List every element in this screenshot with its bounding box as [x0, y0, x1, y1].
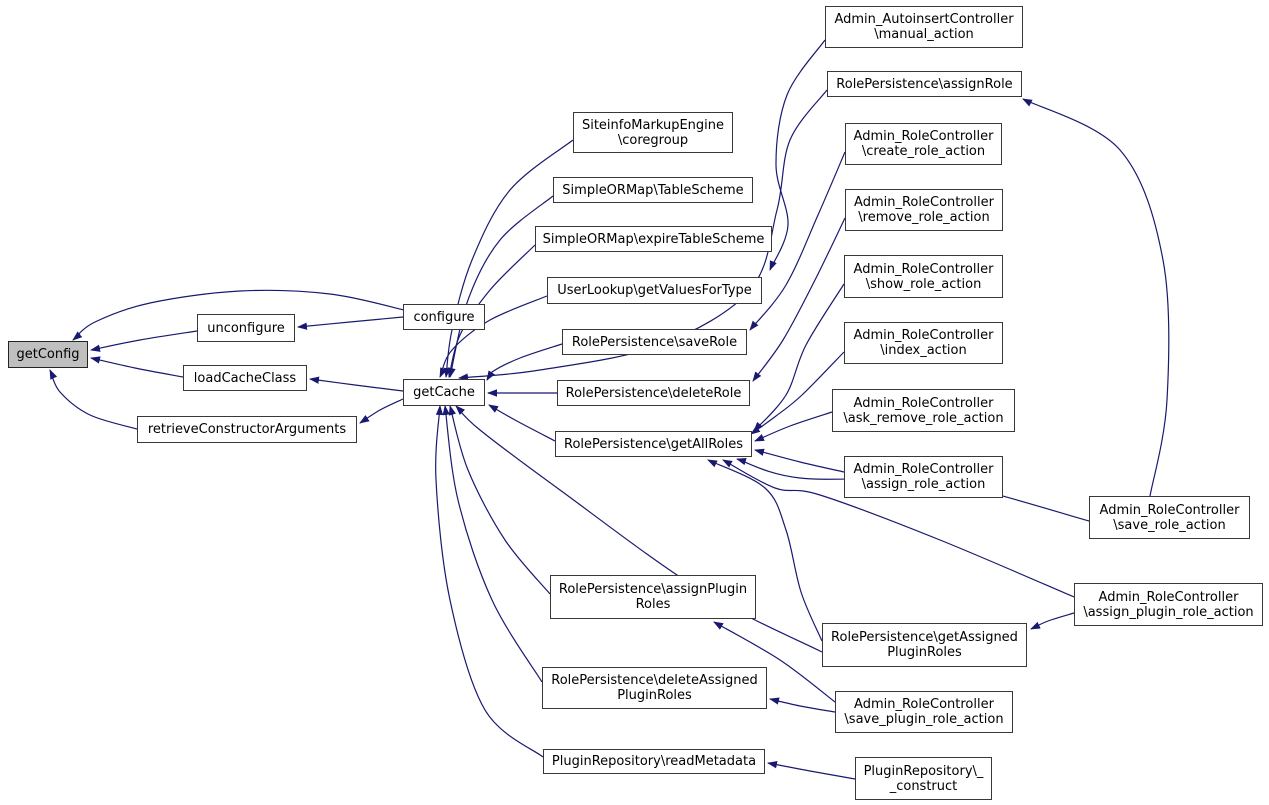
node-label-line: Admin_RoleController	[854, 195, 994, 210]
node-deleteRole[interactable]	[557, 380, 750, 406]
edge-manualAction-to-getValuesForType	[770, 40, 825, 270]
edge-tableScheme-to-getCache	[450, 196, 553, 377]
edge-askRemoveRoleAction-to-getAllRoles	[755, 412, 832, 441]
node-label-line: \create_role_action	[861, 144, 986, 159]
node-label-line: Admin_RoleController	[854, 697, 994, 712]
node-label-line: \assign_plugin_role_action	[1083, 604, 1254, 620]
node-label-line: configure	[413, 309, 475, 325]
node-getConfig	[8, 341, 88, 368]
node-label-line: \ask_remove_role_action	[843, 410, 1004, 426]
node-getAllRoles[interactable]	[555, 431, 752, 457]
node-label-line: Admin_AutoinsertController	[834, 12, 1014, 27]
edge-coregroup-to-getCache	[446, 140, 573, 377]
node-label-line: SimpleORMap\expireTableScheme	[542, 231, 765, 247]
node-showRoleAction[interactable]	[844, 255, 1003, 298]
node-label-line: Admin_RoleController	[853, 261, 994, 277]
node-label-line: RolePersistence\assignRole	[836, 76, 1013, 92]
node-label-line: loadCacheClass	[193, 370, 297, 386]
node-label-line: RolePersistence\assignPlugin	[558, 582, 748, 597]
node-coregroup[interactable]	[573, 112, 733, 153]
node-label-line: PluginRoles	[617, 688, 692, 703]
edge-assignPluginRoleAction-to-getAssignedPluginRoles	[1031, 613, 1074, 629]
node-pluginRepoConstruct[interactable]	[855, 757, 992, 800]
node-indexAction[interactable]	[844, 322, 1003, 364]
node-assignRoleAction[interactable]	[844, 456, 1003, 498]
edge-getCache-to-retrieveConstructorArguments	[360, 399, 403, 423]
edge-getCache-to-loadCacheClass	[310, 379, 403, 391]
node-loadCacheClass[interactable]	[183, 365, 307, 391]
node-label-line: \manual_action	[874, 27, 974, 42]
node-label-line: PluginRoles	[887, 645, 962, 660]
node-assignRole[interactable]	[827, 71, 1022, 97]
node-label-line: getConfig	[16, 347, 80, 362]
edge-saveRoleAction-to-assignRole	[1023, 99, 1169, 496]
node-label-line: RolePersistence\deleteAssigned	[551, 673, 758, 688]
node-label-line: Admin_RoleController	[1099, 502, 1240, 518]
node-label-line: \save_role_action	[1113, 517, 1226, 533]
node-retrieveConstructorArguments[interactable]	[137, 416, 357, 443]
node-label-line: SiteinfoMarkupEngine	[581, 117, 725, 133]
edge-loadCacheClass-to-getConfig	[91, 358, 183, 377]
node-getAssignedPluginRoles[interactable]	[822, 623, 1027, 667]
node-label-line: getCache	[413, 385, 475, 400]
edge-readMetadata-to-getCache	[436, 406, 543, 757]
node-assignPluginRoles[interactable]	[550, 575, 756, 619]
node-label-line: RolePersistence\getAssigned	[831, 630, 1018, 645]
node-label-line: PluginRepository\readMetadata	[551, 754, 757, 769]
node-readMetadata[interactable]	[543, 749, 765, 774]
node-saveRoleAction[interactable]	[1089, 496, 1250, 539]
node-removeRoleAction[interactable]	[845, 189, 1003, 231]
node-manualAction[interactable]	[825, 6, 1023, 48]
node-unconfigure[interactable]	[197, 314, 295, 342]
node-label-line: UserLookup\getValuesForType	[557, 283, 752, 298]
node-createRoleAction[interactable]	[845, 123, 1002, 165]
edge-configure-to-unconfigure	[298, 317, 403, 327]
edge-assignPluginRoles-to-getCache	[450, 406, 550, 594]
node-label-line: Admin_RoleController	[853, 462, 994, 477]
node-label-line: RolePersistence\saveRole	[571, 334, 738, 350]
node-configure[interactable]	[403, 304, 485, 330]
node-label-line: _construct	[889, 778, 958, 794]
node-label-line: \index_action	[880, 343, 967, 358]
node-label-line: \save_plugin_role_action	[844, 712, 1004, 727]
node-label-line: Admin_RoleController	[853, 129, 994, 144]
edge-unconfigure-to-getConfig	[91, 331, 197, 350]
node-label-line: RolePersistence\getAllRoles	[564, 436, 743, 452]
edge-pluginRepoConstruct-to-readMetadata	[768, 763, 855, 779]
node-assignPluginRoleAction[interactable]	[1074, 583, 1263, 626]
node-label-line: Roles	[635, 597, 671, 612]
node-deleteAssignedPluginRoles[interactable]	[542, 667, 767, 709]
node-label-line: retrieveConstructorArguments	[147, 422, 347, 437]
node-label-line: RolePersistence\deleteRole	[565, 385, 742, 401]
edge-retrieveConstructorArguments-to-getConfig	[50, 370, 137, 429]
edge-showRoleAction-to-getAllRoles	[754, 284, 844, 431]
node-label-line: Admin_RoleController	[853, 328, 994, 343]
edge-savePluginRoleAction-to-deleteAssignedPluginRoles	[770, 699, 835, 712]
node-label-line: \remove_role_action	[858, 210, 990, 225]
node-tableScheme[interactable]	[553, 177, 753, 203]
node-getCache[interactable]	[403, 379, 485, 406]
node-expireTableScheme[interactable]	[535, 226, 772, 252]
edge-assignRoleAction-to-getAllRoles	[755, 450, 844, 472]
node-saveRole[interactable]	[562, 329, 747, 355]
node-label-line: \show_role_action	[865, 276, 982, 292]
node-label-line: SimpleORMap\TableScheme	[562, 182, 744, 198]
node-label-line: Admin_RoleController	[1098, 589, 1239, 605]
node-askRemoveRoleAction[interactable]	[832, 389, 1015, 432]
node-label-line: \assign_role_action	[861, 477, 986, 492]
node-savePluginRoleAction[interactable]	[835, 691, 1013, 733]
node-label-line: \coregroup	[617, 132, 689, 148]
node-getValuesForType[interactable]	[547, 277, 762, 304]
node-label-line: unconfigure	[207, 320, 285, 336]
node-label-line: PluginRepository\_	[863, 763, 984, 779]
node-label-line: Admin_RoleController	[853, 395, 994, 411]
edge-getAllRoles-to-getCache	[489, 405, 555, 441]
